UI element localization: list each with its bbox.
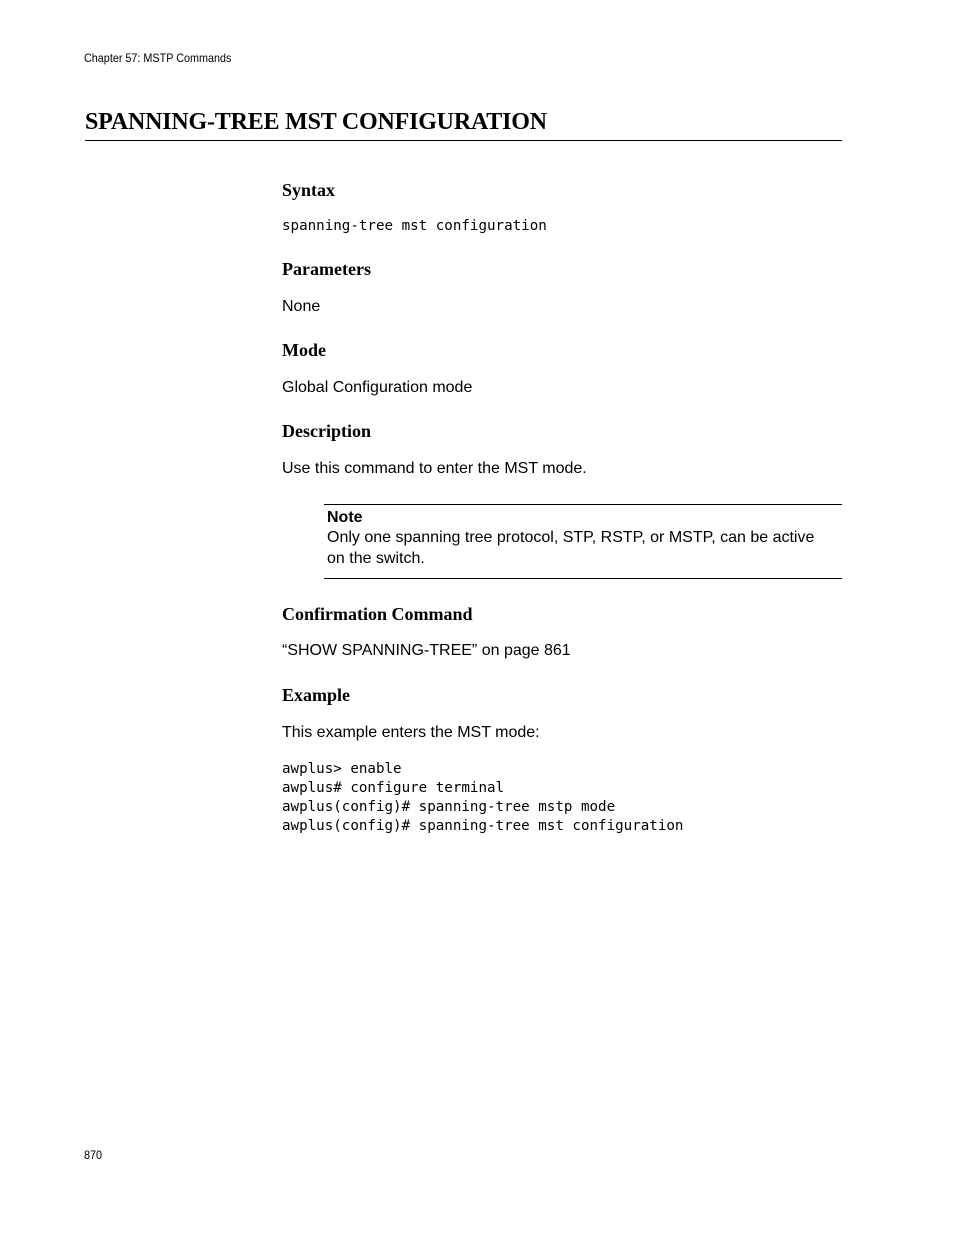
code-line: awplus# configure terminal	[282, 780, 505, 796]
note-label: Note	[327, 509, 363, 526]
confirmation-heading: Confirmation Command	[282, 604, 473, 624]
note-text: Only one spanning tree protocol, STP, RSTP, or MSTP, can be active on the switch.	[327, 529, 815, 567]
description-text: Use this command to enter the MST mode.	[282, 460, 587, 477]
page-number: 870	[84, 1148, 103, 1162]
code-line: awplus(config)# spanning-tree mstp mode	[282, 799, 616, 815]
example-text: This example enters the MST mode:	[282, 724, 540, 741]
syntax-code: spanning-tree mst configuration	[282, 218, 547, 234]
syntax-heading: Syntax	[282, 180, 336, 200]
description-heading: Description	[282, 421, 371, 441]
example-heading: Example	[282, 685, 351, 705]
mode-text: Global Configuration mode	[282, 379, 473, 396]
page-title: SPANNING-TREE MST CONFIGURATION	[85, 109, 547, 135]
code-line: awplus(config)# spanning-tree mst configuration	[282, 818, 684, 834]
code-line: awplus> enable	[282, 761, 402, 777]
confirmation-link[interactable]: “SHOW SPANNING-TREE” on page 861	[282, 642, 571, 659]
parameters-text: None	[282, 298, 321, 315]
title-rule	[85, 140, 842, 141]
running-header: Chapter 57: MSTP Commands	[84, 51, 232, 65]
note-box	[324, 504, 842, 579]
mode-heading: Mode	[282, 340, 326, 360]
parameters-heading: Parameters	[282, 259, 371, 279]
